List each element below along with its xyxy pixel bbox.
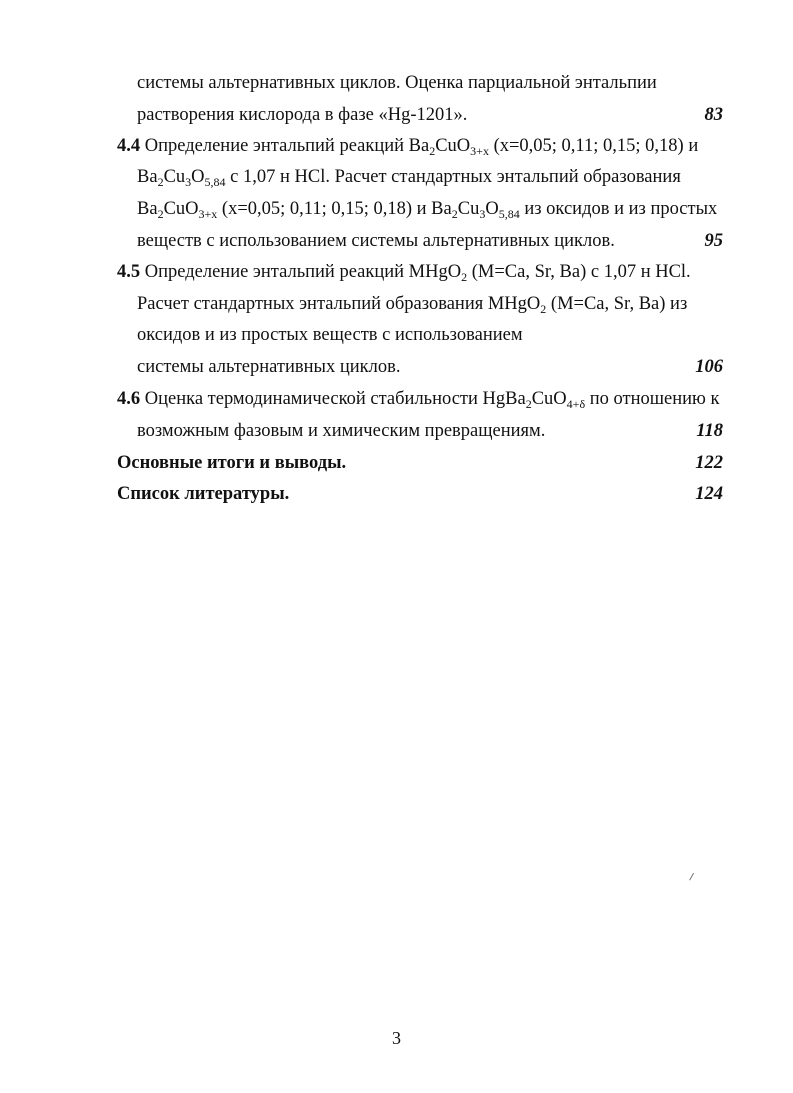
subscript: 2 <box>525 397 532 411</box>
section-number: 4.6 <box>117 389 141 409</box>
subscript: 5,84 <box>204 175 226 189</box>
toc-entry-4-5-line-3 <box>137 324 523 346</box>
toc-text: по отношению к <box>585 389 720 409</box>
toc-text: CuO <box>531 389 567 409</box>
toc-text: (M=Ca, Sr, Ba) из <box>546 294 688 314</box>
subscript: 5,84 <box>498 207 520 221</box>
subscript: 3 <box>479 207 486 221</box>
toc-entry-4-5-line-4 <box>137 356 400 378</box>
toc-text: системы альтернативных циклов. Оценка парциальной энтальпии <box>137 73 657 93</box>
toc-text: (x=0,05; 0,11; 0,15; 0,18) и Ba <box>217 199 452 219</box>
subscript: 3 <box>185 175 192 189</box>
toc-text: Cu <box>457 199 480 219</box>
toc-text: (M=Ca, Sr, Ba) с 1,07 н HCl. <box>467 262 691 282</box>
toc-text: Ba <box>137 167 158 187</box>
toc-entry-4-4-line-4 <box>137 230 615 252</box>
subscript: 2 <box>461 270 468 284</box>
toc-text: веществ с использованием системы альтернативных циклов. <box>137 231 615 251</box>
toc-text: Определение энтальпий реакций MHgO <box>140 262 462 282</box>
toc-entry-4-4-line-2 <box>137 166 681 188</box>
toc-text: Ba <box>137 199 158 219</box>
subscript: 2 <box>429 144 436 158</box>
toc-text: O <box>485 199 499 219</box>
toc-text: возможным фазовым и химическим превращениям. <box>137 421 546 441</box>
subscript: 3+x <box>470 144 489 158</box>
subscript: 2 <box>157 175 164 189</box>
toc-page-number[interactable]: 83 <box>704 105 723 125</box>
subscript: 4+δ <box>566 397 586 411</box>
toc-entry-4-6-line-2 <box>137 420 545 442</box>
section-number: 4.4 <box>117 136 141 156</box>
toc-text: Расчет стандартных энтальпий образования MHgO <box>137 294 541 314</box>
toc-text: CuO <box>163 199 199 219</box>
toc-text: Оценка термодинамической стабильности HgBa <box>140 389 526 409</box>
toc-text: CuO <box>435 136 471 156</box>
toc-page-number[interactable]: 122 <box>695 453 723 473</box>
toc-entry-continuation-line-2 <box>137 104 467 126</box>
toc-page-number[interactable]: 118 <box>696 421 723 441</box>
toc-entry-continuation-line-1 <box>137 72 657 94</box>
subscript: 2 <box>540 302 547 316</box>
toc-text: системы альтернативных циклов. <box>137 357 401 377</box>
subscript: 3+x <box>198 207 218 221</box>
toc-text: Cu <box>163 167 186 187</box>
toc-text: с 1,07 н HCl. Расчет стандартных энтальпий образования <box>225 167 681 187</box>
toc-text: Определение энтальпий реакций Ba <box>140 136 430 156</box>
toc-text: растворения кислорода в фазе «Hg-1201». <box>137 105 468 125</box>
toc-entry-4-5-line-2 <box>137 293 687 315</box>
toc-page-number[interactable]: 95 <box>704 231 723 251</box>
scan-mark <box>689 873 695 881</box>
toc-entry-conclusions[interactable]: Основные итоги и выводы. <box>117 453 347 473</box>
subscript: 2 <box>451 207 458 221</box>
toc-text: (x=0,05; 0,11; 0,15; 0,18) и <box>488 136 699 156</box>
toc-entry-4-6-line-1[interactable] <box>117 388 719 410</box>
toc-text: оксидов и из простых веществ с использованием <box>137 325 523 345</box>
page-footer-number: 3 <box>392 1028 401 1048</box>
toc-text: из оксидов и из простых <box>519 199 718 219</box>
toc-entry-4-4-line-3 <box>137 198 717 220</box>
toc-text: O <box>191 167 205 187</box>
toc-page-number[interactable]: 124 <box>695 484 723 504</box>
section-number: 4.5 <box>117 262 141 282</box>
toc-page-number[interactable]: 106 <box>695 357 723 377</box>
toc-entry-4-5-line-1[interactable] <box>117 261 691 283</box>
toc-entry-4-4-line-1[interactable] <box>117 135 698 157</box>
toc-entry-references[interactable]: Список литературы. <box>117 484 290 504</box>
subscript: 2 <box>157 207 164 221</box>
